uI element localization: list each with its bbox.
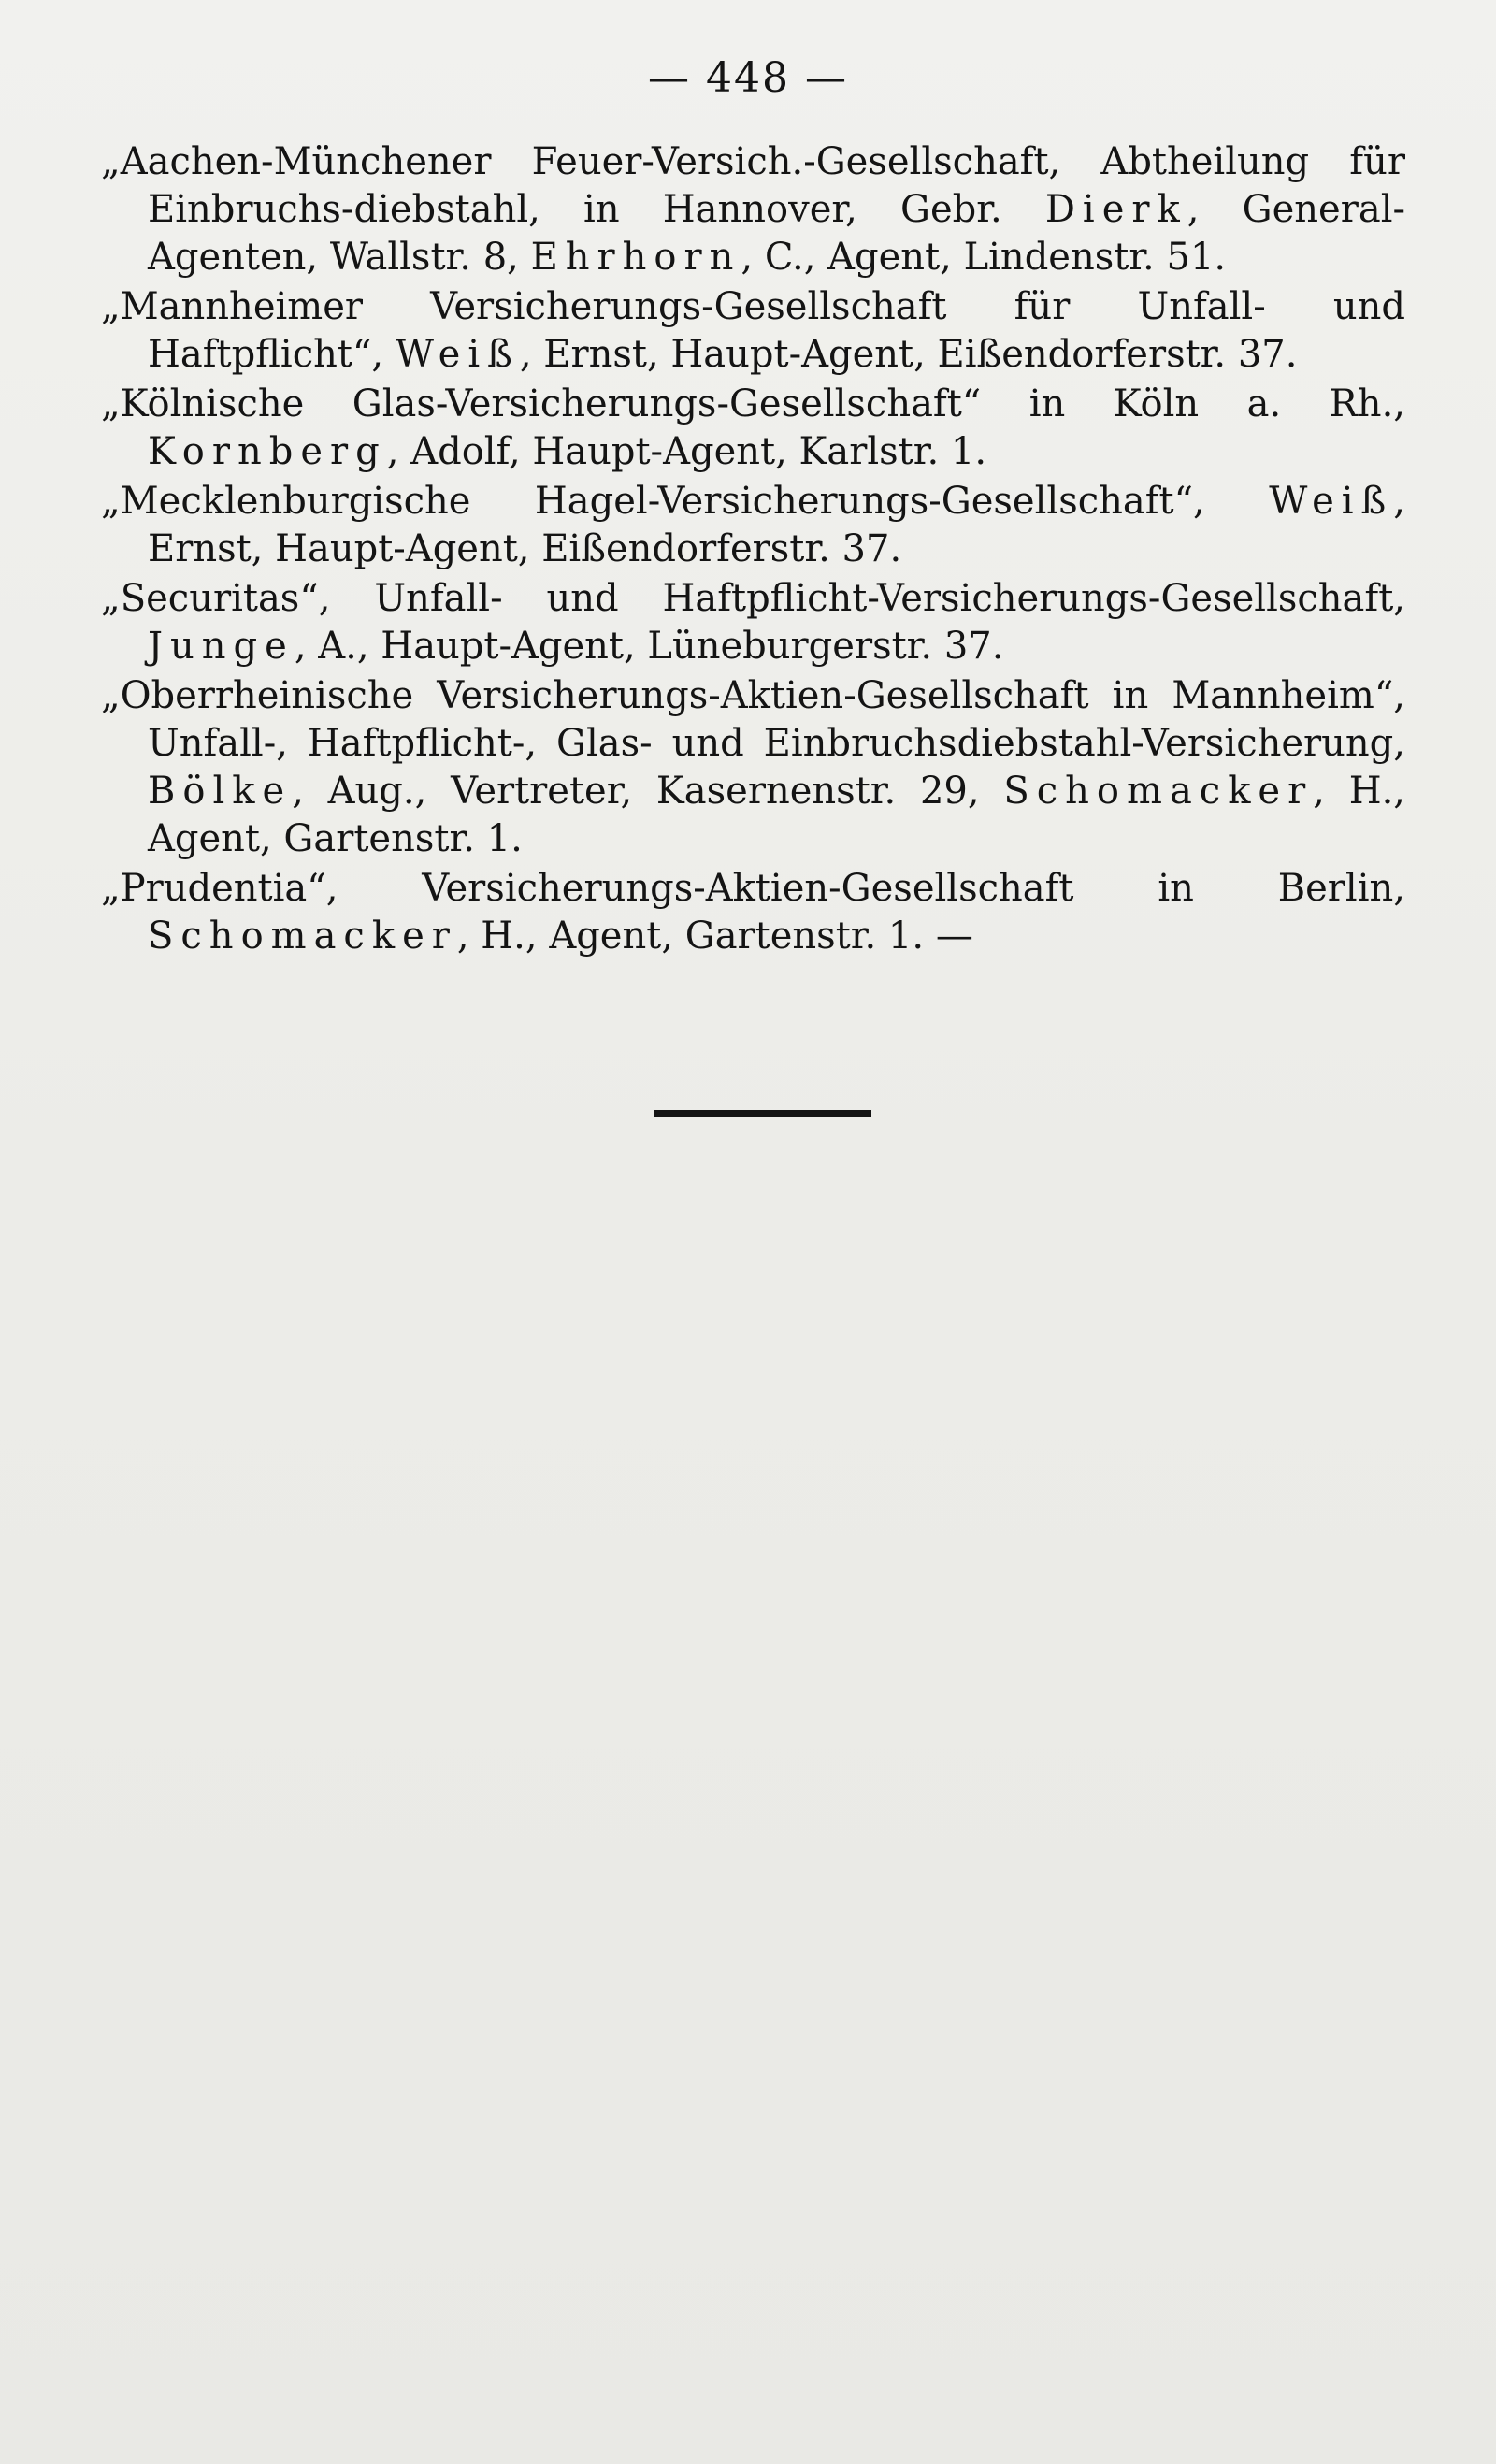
entry-koelnische: „Kölnische Glas-Versicherungs-Gesellschaft“ in Köln a. Rh., Kornberg, Adolf, Haupt-Agent, Karlstr. 1. [101, 382, 1405, 473]
entry-list [101, 138, 1405, 960]
entry-securitas: „Securitas“, Unfall- und Haftpflicht-Versicherungs-Gesellschaft, Junge, A., Haupt-Agent, Lüneburgerstr. 37. [101, 577, 1405, 668]
entry-prudentia: „Prudentia“, Versicherungs-Aktien-Gesellschaft in Berlin, Schomacker, H., Agent, Gartenstr. 1. — [101, 867, 1405, 958]
section-end-rule [654, 1110, 871, 1117]
page-number: — 448 — [648, 54, 848, 102]
entry-aachen-muenchener: „Aachen-Münchener Feuer-Versich.-Gesellschaft, Abtheilung für Einbruchs-diebstahl, in Hannover, Gebr. Dierk, General-Agenten, Wallstr. 8, Ehrhorn, C., Agent, Lindenstr. 51. [101, 140, 1405, 279]
entry-mecklenburgische: „Mecklenburgische Hagel-Versicherungs-Gesellschaft“, Weiß, Ernst, Haupt-Agent, Eißendorferstr. 37. [101, 480, 1405, 570]
entry-mannheimer: „Mannheimer Versicherungs-Gesellschaft für Unfall- und Haftpflicht“, Weiß, Ernst, Haupt-Agent, Eißendorferstr. 37. [101, 285, 1405, 376]
entry-oberrheinische: „Oberrheinische Versicherungs-Aktien-Gesellschaft in Mannheim“, Unfall-, Haftpflicht-, Glas- und Einbruchsdiebstahl-Versicherung, Bölke, Aug., Vertreter, Kasernenstr. 29, Schomacker, H., Agent, Gartenstr. 1. [101, 674, 1406, 860]
